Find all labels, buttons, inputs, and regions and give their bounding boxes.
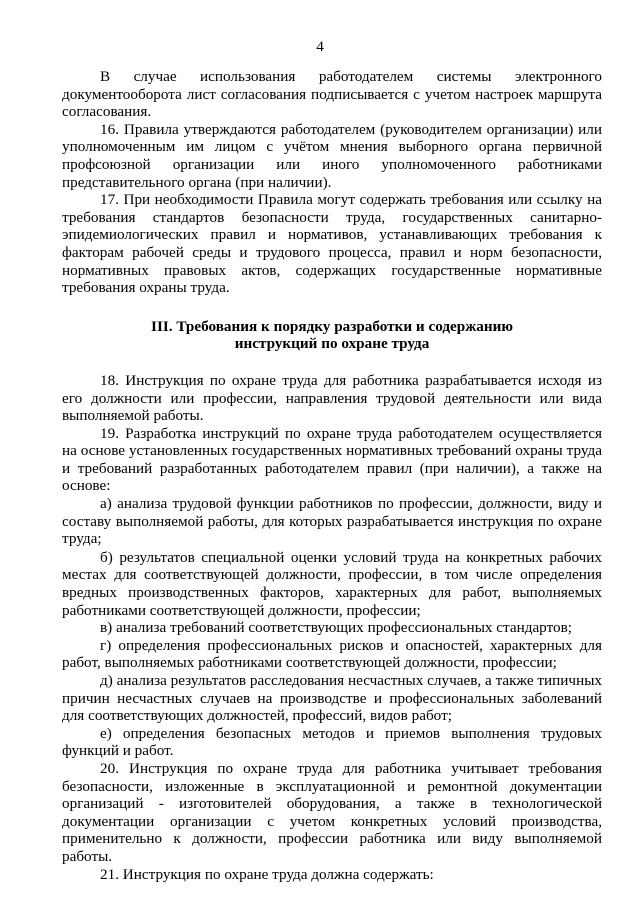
paragraph-19-d: д) анализа результатов расследования несчастных случаев, а также типичных причин несчастных случаев на производстве и профессиональных заболеваний для соответствующих должностей, профессий, видов работ; [62, 672, 602, 725]
section-heading-line-1: III. Требования к порядку разработки и содержанию [151, 317, 513, 335]
paragraph-19-g: г) определения профессиональных рисков и опасностей, характерных для работ, выполняемых работниками соответствующей должности, профессии; [62, 636, 602, 672]
paragraph-19-a: а) анализа трудовой функции работников по профессии, должности, виду и составу выполняемой работы, для которых разрабатывается инструкция по охране труда; [62, 495, 602, 548]
paragraph-19-e: е) определения безопасных методов и приемов выполнения трудовых функций и работ. [62, 724, 602, 760]
page-number: 4 [316, 38, 324, 55]
paragraph-18: 18. Инструкция по охране труда для работника разрабатывается исходя из его должности или профессии, направления трудовой деятельности или вида выполняемой работы. [62, 371, 602, 425]
paragraph-17: 17. При необходимости Правила могут содержать требования или ссылку на требования стандартов безопасности труда, государственных санитарно-эпидемиологических правил и нормативов, устанавливающих требования к факторам рабочей среды и трудового процесса, правил и норм безопасности, нормативных правовых актов, содержащих государственные нормативные требования охраны труда. [62, 191, 602, 297]
paragraph-19: 19. Разработка инструкций по охране труда работодателем осуществляется на основе установленных государственных нормативных требований охраны труда и требований разработанных работодателем правил (при наличии), а также на основе: [62, 424, 602, 495]
paragraph-16: 16. Правила утверждаются работодателем (руководителем организации) или уполномоченным им лицом с учётом мнения выборного органа первичной профсоюзной организации или иного уполномоченного работниками представительного органа (при наличии). [62, 120, 602, 191]
paragraph-19-v: в) анализа требований соответствующих профессиональных стандартов; [100, 619, 572, 637]
paragraph-20: 20. Инструкция по охране труда для работника учитывает требования безопасности, изложенные в эксплуатационной и ремонтной документации организаций - изготовителей оборудования, а также в технологической документации организации с учетом конкретных условий производства, применительно к должности, профессии работника или виду выполняемой работы. [62, 759, 602, 865]
paragraph-21: 21. Инструкция по охране труда должна содержать: [100, 865, 434, 883]
paragraph-continuation: В случае использования работодателем системы электронного документооборота лист согласования подписывается с учетом настроек маршрута согласования. [62, 68, 602, 121]
section-heading [62, 318, 602, 353]
section-heading-line-2: инструкций по охране труда [234, 335, 430, 353]
document-body [62, 68, 602, 883]
paragraph-19-b: б) результатов специальной оценки условий труда на конкретных рабочих местах для соответствующей должности, профессии, в том числе определения вредных производственных факторов, характерных для работ, выполняемых работниками соответствующей должности, профессии; [62, 548, 602, 619]
